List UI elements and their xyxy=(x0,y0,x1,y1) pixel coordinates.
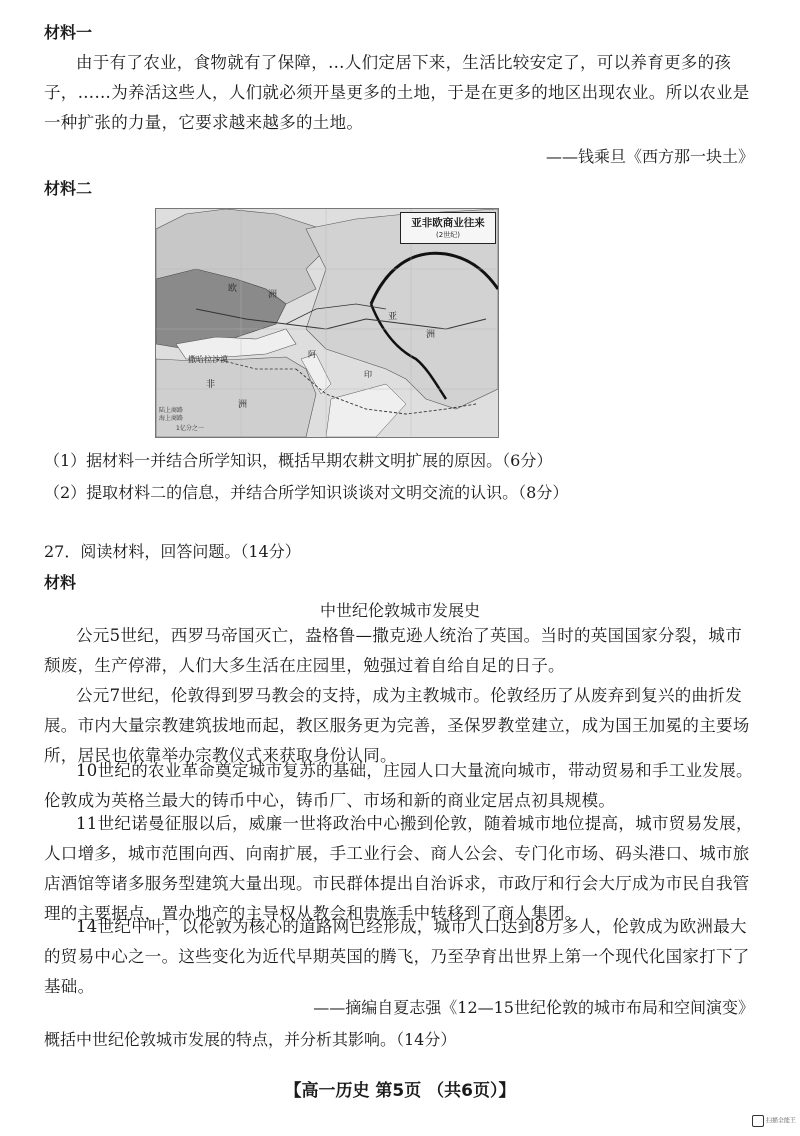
q27-paragraph-3: 10世纪的农业革命奠定城市复苏的基础，庄园人口大量流向城市，带动贸易和手工业发展。伦敦成为英格兰最大的铸币中心，铸币厂、市场和新的商业定居点初具规模。 xyxy=(44,761,753,810)
question-27-heading: 27．阅读材料，回答问题。（14分） xyxy=(44,542,301,561)
q27-title: 中世纪伦敦城市发展史 xyxy=(319,601,480,620)
map-subtitle: (2世纪) xyxy=(436,231,460,239)
question-26-1: （1）据材料一并结合所学知识，概括早期农耕文明扩展的原因。（6分） xyxy=(44,451,553,470)
map-legend xyxy=(159,407,183,423)
map-title-box xyxy=(400,212,496,244)
map-label-africa-a: 非 xyxy=(206,380,216,390)
map-label-asia-b: 洲 xyxy=(426,330,436,340)
map-scale: 1亿分之一 xyxy=(176,425,204,432)
q27-paragraph-1: 公元5世纪，西罗马帝国灭亡，盎格鲁—撒克逊人统治了英国。当时的英国国家分裂，城市颓废，生产停滞，人们大多生活在庄园里，勉强过着自给自足的日子。 xyxy=(44,626,742,675)
map-label-europe-b: 洲 xyxy=(268,290,278,300)
q27-paragraph-5: 14世纪中叶，以伦敦为核心的道路网已经形成，城市人口达到8万多人，伦敦成为欧洲最大的贸易中心之一。这些变化为近代早期英国的腾飞，乃至孕育出世界上第一个现代化国家打下了基础。 xyxy=(44,917,750,996)
q27-paragraph-4: 11世纪诺曼征服以后，威廉一世将政治中心搬到伦敦，随着城市地位提高，城市贸易发展，人口增多，城市范围向西、向南扩展，手工业行会、商人公会、专门化市场、码头港口、城市旅店酒馆等诸多服务型建筑大量出现。市民群体提出自治诉求，市政厅和行会大厅成为市民自我管理的主要据点，置办地产的主导权从教会和贵族手中转移到了商人集团。 xyxy=(44,814,753,923)
material1-paragraph: 由于有了农业，食物就有了保障，…人们定居下来，生活比较安定了，可以养育更多的孩子，……为养活这些人，人们就必须开垦更多的土地，于是在更多的地区出现农业。所以农业是一种扩张的力量，它要求越来越多的土地。 xyxy=(44,53,750,132)
map-label-arabia: 阿 xyxy=(308,350,316,359)
page-footer: 【高一历史 第5页 （共6页）】 xyxy=(284,1081,516,1101)
q27-material-label: 材料 xyxy=(44,573,77,592)
map-label-india: 印 xyxy=(364,370,372,379)
map-label-europe-a: 欧 xyxy=(228,284,238,294)
question-26-2: （2）提取材料二的信息，并结合所学知识谈谈对文明交流的认识。（8分） xyxy=(44,483,569,502)
q27-paragraph-2: 公元7世纪，伦敦得到罗马教会的支持，成为主教城市。伦敦经历了从废弃到复兴的曲折发展。市内大量宗教建筑拔地而起，教区服务更为完善，圣保罗教堂建立，成为国王加冕的主要场所，居民也依靠举办宗教仪式来获取身份认同。 xyxy=(44,686,750,765)
legend-land-route: 陆上商路 xyxy=(159,407,184,414)
watermark-text: 扫描全能王 xyxy=(765,1117,796,1125)
legend-sea-route: 海上商路 xyxy=(159,415,184,422)
q27-source: ——摘编自夏志强《12—15世纪伦敦的城市布局和空间演变》 xyxy=(313,998,754,1017)
material1-label: 材料一 xyxy=(44,23,93,42)
material1-source: ——钱乘旦《西方那一块土》 xyxy=(545,147,754,166)
map-title: 亚非欧商业往来 xyxy=(411,217,485,229)
map-label-asia-a: 亚 xyxy=(388,312,398,322)
map-label-africa-b: 洲 xyxy=(238,400,248,410)
trade-route-map xyxy=(155,208,499,438)
q27-question: 概括中世纪伦敦城市发展的特点，并分析其影响。（14分） xyxy=(44,1030,457,1049)
map-label-sahara: 撒哈拉沙漠 xyxy=(188,355,228,364)
material2-label: 材料二 xyxy=(44,179,93,198)
scanner-watermark xyxy=(752,1115,798,1131)
scanner-logo-icon xyxy=(752,1115,764,1127)
